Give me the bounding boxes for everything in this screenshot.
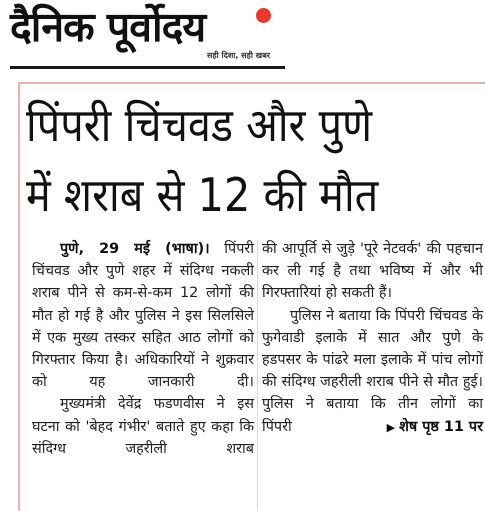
article-paragraph bbox=[32, 238, 254, 393]
continued-label: शेष पृष्ठ 11 पर bbox=[399, 418, 483, 435]
article-paragraph: की आपूर्ति से जुड़े 'पूरे नेटवर्क' की पहचान कर ली गई है तथा भविष्य में और भी गिरफ्तारियां हो सकती हैं। bbox=[262, 241, 483, 302]
article-column-right bbox=[262, 238, 483, 439]
continuation-row bbox=[262, 416, 483, 439]
dateline: पुणे, 29 मई (भाषा)। bbox=[60, 241, 210, 257]
continued-on-page-link[interactable] bbox=[387, 416, 483, 439]
column-divider bbox=[257, 240, 258, 511]
article-paragraph: मुख्यमंत्री देवेंद्र फडणवीस ने इस घटना को 'बेहद गंभीर' बताते हुए कहा कि संदिग्ध जहरीली शराब bbox=[32, 396, 254, 457]
masthead-rule bbox=[10, 66, 285, 69]
paragraph-tail: पिंपरी bbox=[262, 418, 292, 435]
paragraph-text: पिंपरी चिंचवड और पुणे शहर में संदिग्ध नकली शराब पीने से कम-से-कम 12 लोगों की मौत हो गई है और पुलिस ने इस सिलसिले में एक मुख्य तस्कर सहित आठ लोगों को गिरफ्तार किया है। अधिकारियों ने शुक्रवार को यह जानकारी दी। bbox=[32, 241, 254, 391]
newspaper-logo: दैनिक पूर्वोदय bbox=[10, 3, 206, 51]
masthead-tagline: सही दिशा, सही खबर bbox=[207, 51, 271, 60]
article-paragraph: पुलिस ने बताया कि पिंपरी चिंचवड के फुगेवाडी इलाके में सात और पुणे के हडपसर के पांढरे मला इलाके में पांच लोगों की संदिग्ध जहरीली शराब पीने से मौत हुई। पुलिस ने बताया कि तीन लोगों का bbox=[262, 307, 483, 413]
play-triangle-icon: ▶ bbox=[386, 420, 396, 434]
headline-line-2: में शराब से 12 की मौत bbox=[26, 168, 379, 222]
headline bbox=[26, 90, 431, 230]
headline-line-1: पिंपरी चिंचवड और पुणे bbox=[26, 98, 373, 152]
logo-dot-icon bbox=[256, 8, 271, 23]
masthead bbox=[0, 0, 485, 82]
article-column-left bbox=[32, 238, 254, 460]
